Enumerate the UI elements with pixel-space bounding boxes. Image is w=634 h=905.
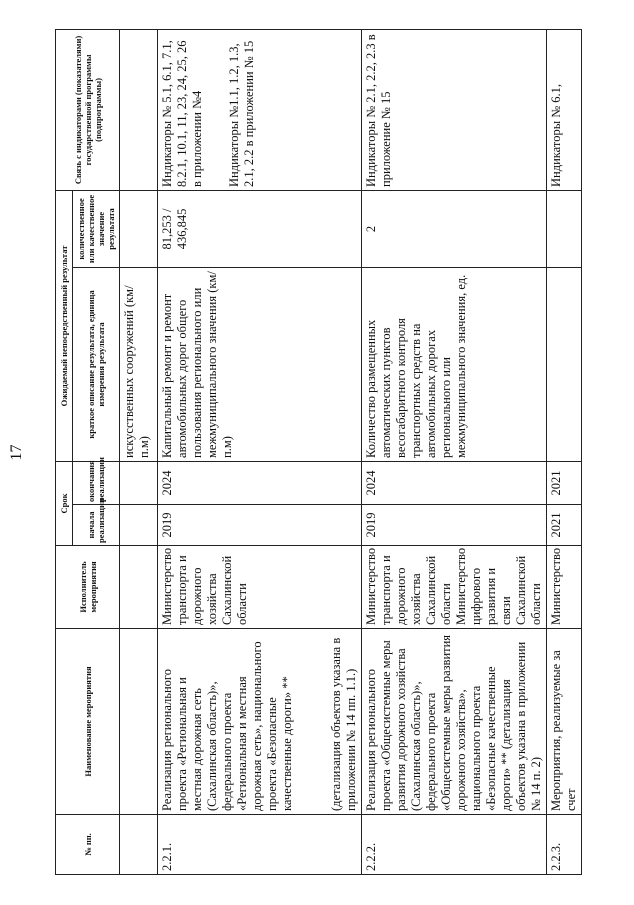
header-term-start: начала реализации [73, 505, 120, 546]
row-num: 2.2.2. [362, 815, 547, 875]
row-start: 2019 [362, 505, 547, 546]
header-name: Наименование мероприятия [56, 629, 120, 815]
header-row-1 [56, 29, 73, 874]
header-num: № пп. [56, 815, 120, 875]
row-num: 2.2.3. [547, 815, 582, 875]
header-expected-desc: краткое описание результата, единица измерения результата [73, 267, 120, 461]
row-start: 2021 [547, 505, 582, 546]
page-number: 17 [8, 444, 25, 461]
row-link-text-2: Индикаторы №1.1, 1.2, 1.3, 2.1, 2.2 в приложении № 15 [227, 40, 256, 187]
row-desc: Капитальный ремонт и ремонт автомобильных дорог общего пользования регионального или межмуниципального значения (км/п.м) [158, 267, 362, 461]
row-end: 2021 [547, 461, 582, 504]
row-name [158, 629, 362, 815]
continuation-desc: искусственных сооружений (км/п.м) [120, 267, 158, 461]
row-link [158, 29, 362, 190]
header-expected: Ожидаемый непосредственный результат [56, 190, 73, 461]
row-executor: Министерство транспорта и дорожного хозяйства Сахалинской области [158, 546, 362, 629]
header-executor: Исполнитель мероприятия [56, 546, 120, 629]
header-link: Связь с индикаторами (показателями) государственной программы (подпрограммы) [56, 29, 120, 190]
row-qty: 81,253 / 436,845 [158, 190, 362, 267]
row-link: Индикаторы № 6.1, [547, 29, 582, 190]
row-executor-text: Министерство транспорта и дорожного хозяйства Сахалинской области [364, 547, 453, 625]
table-row [547, 29, 582, 874]
continuation-row [120, 29, 158, 874]
row-qty: 2 [362, 190, 547, 267]
events-table [55, 29, 582, 875]
table-row [362, 29, 547, 874]
row-name-note: (детализация объектов указана в приложении № 14 пп. 1.1.) [329, 637, 358, 811]
row-executor-text-2: Министерство цифрового развития и связи Сахалинской области [454, 547, 543, 625]
row-name: Мероприятия, реализуемые за счет [547, 629, 582, 815]
row-link: Индикаторы № 2.1, 2.2, 2.3 в приложение № 15 [362, 29, 547, 190]
row-num: 2.2.1. [158, 815, 362, 875]
table-row [158, 29, 362, 874]
row-qty [547, 190, 582, 267]
row-executor [362, 546, 547, 629]
header-term-end: окончания реализации [73, 461, 120, 504]
row-name-text: Реализация регионального проекта «Региональная и местная дорожная сеть (Сахалинская область)», федерального проекта «Региональная и местная дорожная сеть», национального проекта «Безопасные качественные дороги» ** [160, 641, 294, 811]
row-desc: Количество размещенных автоматических пунктов весогабаритного контроля транспортных средств на автомобильных дорогах регионального или межмуниципального значения, ед. [362, 267, 547, 461]
row-end: 2024 [362, 461, 547, 504]
row-name: Реализация регионального проекта «Общесистемные меры развития дорожного хозяйства (Сахалинская область)», федерального проекта «Общесистемные меры развития дорожного хозяйства», национального проекта «Безопасные качественные дороги» ** (детализация объектов указана в приложении № 14 п. 2) [362, 629, 547, 815]
header-term: Срок [56, 461, 73, 545]
row-executor: Министерство [547, 546, 582, 629]
row-start: 2019 [158, 505, 362, 546]
row-desc [547, 267, 582, 461]
row-link-text: Индикаторы № 5.1, 6.1, 7.1, 8.2.1, 10.1, 11, 23, 24, 25, 26 в приложении №4 [160, 40, 204, 187]
header-expected-qty: количественное или качественное значение результата [73, 190, 120, 267]
row-end: 2024 [158, 461, 362, 504]
